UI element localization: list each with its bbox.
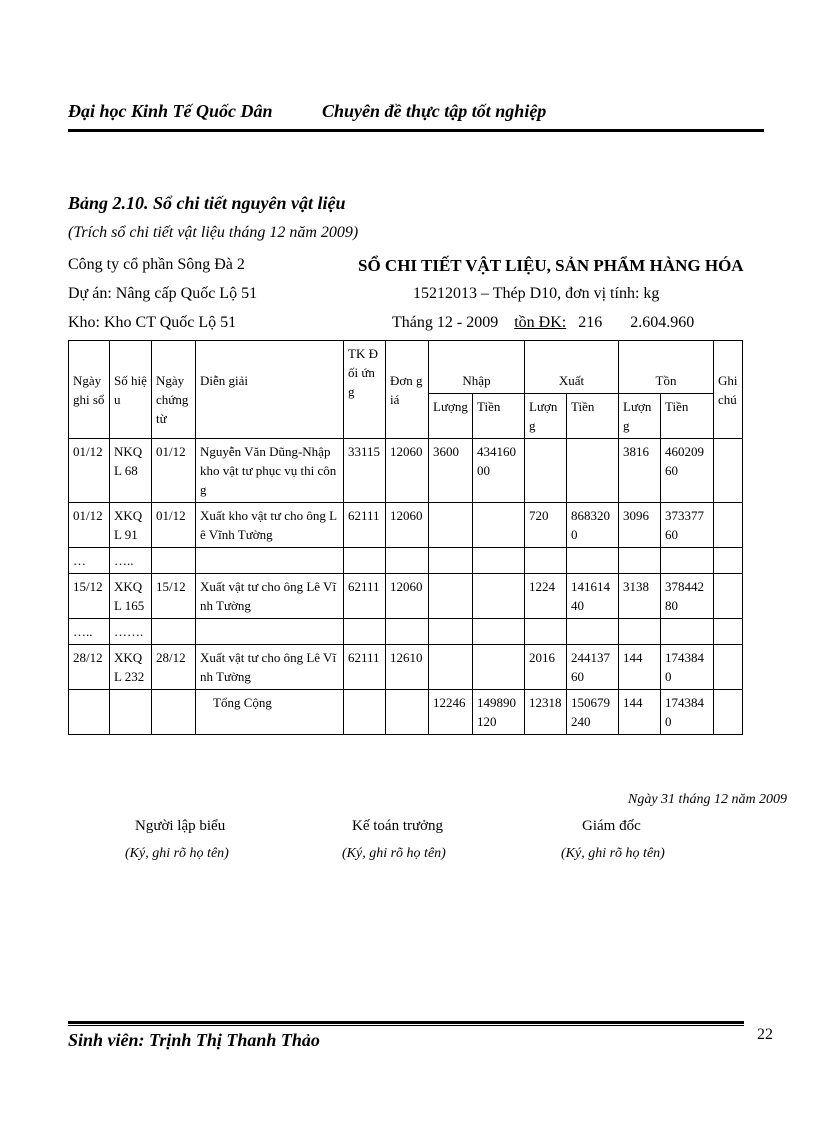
director-title: Giám đốc — [582, 818, 641, 834]
col-header-price: Đơn giá — [386, 341, 429, 439]
cell-bal-amount — [661, 619, 714, 645]
cell-date: ….. — [69, 619, 110, 645]
cell-date: 01/12 — [69, 439, 110, 503]
cell-number: XKQL 91 — [110, 503, 152, 548]
footer-rule-thin — [68, 1025, 744, 1026]
footer-rule — [68, 1021, 744, 1024]
table-header-row — [69, 341, 743, 394]
ledger-month: Tháng 12 - 2009 — [392, 314, 499, 331]
cell-in-qty — [429, 645, 473, 690]
col-header-out: Xuất — [525, 341, 619, 394]
cell-price — [386, 548, 429, 574]
cell-out-amount — [567, 439, 619, 503]
cell-note — [714, 548, 743, 574]
col-header-in-amount: Tiền — [473, 394, 525, 439]
table-row — [69, 503, 743, 548]
preparer-title: Người lập biểu — [135, 818, 226, 834]
header-rule — [68, 129, 764, 132]
col-header-bal-amount: Tiền — [661, 394, 714, 439]
cell-desc — [196, 619, 344, 645]
cell-desc: Xuất vật tư cho ông Lê Vĩnh Tường — [196, 574, 344, 619]
col-header-note: Ghi chú — [714, 341, 743, 439]
col-header-balance: Tồn — [619, 341, 714, 394]
cell-doc-date — [152, 548, 196, 574]
cell-bal-qty — [619, 619, 661, 645]
cell-in-qty — [429, 503, 473, 548]
table-row — [69, 690, 743, 735]
cell-in-amount — [473, 619, 525, 645]
cell-number: ……. — [110, 619, 152, 645]
cell-price: 12610 — [386, 645, 429, 690]
col-header-out-amount: Tiền — [567, 394, 619, 439]
col-header-date: Ngày ghi sổ — [69, 341, 110, 439]
cell-bal-qty: 3816 — [619, 439, 661, 503]
cell-in-qty — [429, 574, 473, 619]
cell-out-qty — [525, 548, 567, 574]
cell-bal-amount: 46020960 — [661, 439, 714, 503]
ledger-period — [392, 314, 694, 332]
cell-out-amount: 14161440 — [567, 574, 619, 619]
opening-amount: 2.604.960 — [630, 314, 695, 331]
cell-bal-qty — [619, 548, 661, 574]
cell-account — [344, 690, 386, 735]
cell-desc: Nguyễn Văn Dũng-Nhập kho vật tư phục vụ thi công — [196, 439, 344, 503]
cell-in-amount: 149890120 — [473, 690, 525, 735]
cell-price: 12060 — [386, 503, 429, 548]
ledger-item: 15212013 – Thép D10, đơn vị tính: kg — [413, 285, 660, 302]
cell-price — [386, 690, 429, 735]
cell-out-qty: 2016 — [525, 645, 567, 690]
cell-out-amount — [567, 619, 619, 645]
accountant-title: Kế toán trưởng — [352, 818, 444, 834]
cell-bal-amount: 37337760 — [661, 503, 714, 548]
cell-out-amount — [567, 548, 619, 574]
cell-doc-date — [152, 619, 196, 645]
cell-bal-qty: 3096 — [619, 503, 661, 548]
cell-out-qty: 1224 — [525, 574, 567, 619]
cell-bal-amount: 1743840 — [661, 645, 714, 690]
cell-price — [386, 619, 429, 645]
cell-number: XKQL 165 — [110, 574, 152, 619]
cell-note — [714, 439, 743, 503]
cell-note — [714, 503, 743, 548]
cell-out-amount: 150679240 — [567, 690, 619, 735]
cell-in-amount — [473, 645, 525, 690]
cell-note — [714, 619, 743, 645]
col-header-in-qty: Lượng — [429, 394, 473, 439]
cell-doc-date: 01/12 — [152, 503, 196, 548]
cell-price: 12060 — [386, 574, 429, 619]
cell-out-qty — [525, 439, 567, 503]
col-header-out-qty: Lượng — [525, 394, 567, 439]
table-row — [69, 574, 743, 619]
cell-account: 62111 — [344, 645, 386, 690]
cell-date: 15/12 — [69, 574, 110, 619]
accountant-sign-note: (Ký, ghi rõ họ tên) — [342, 846, 446, 861]
cell-in-amount — [473, 503, 525, 548]
page-number: 22 — [757, 1026, 773, 1043]
col-header-in: Nhập — [429, 341, 525, 394]
director-sign-note: (Ký, ghi rõ họ tên) — [561, 846, 665, 861]
cell-note — [714, 645, 743, 690]
cell-out-qty: 12318 — [525, 690, 567, 735]
cell-out-amount: 24413760 — [567, 645, 619, 690]
table-row — [69, 439, 743, 503]
warehouse-name: Kho: Kho CT Quốc Lộ 51 — [68, 314, 237, 331]
cell-in-qty: 12246 — [429, 690, 473, 735]
header-school: Đại học Kinh Tế Quốc Dân — [68, 101, 273, 121]
cell-number: NKQL 68 — [110, 439, 152, 503]
col-header-desc: Diễn giải — [196, 341, 344, 439]
cell-doc-date: 28/12 — [152, 645, 196, 690]
col-header-account: TK Đối ứng — [344, 341, 386, 439]
cell-number: XKQL 232 — [110, 645, 152, 690]
cell-note — [714, 574, 743, 619]
cell-bal-qty: 144 — [619, 690, 661, 735]
cell-doc-date: 15/12 — [152, 574, 196, 619]
cell-date: 01/12 — [69, 503, 110, 548]
cell-in-amount — [473, 574, 525, 619]
cell-account: 62111 — [344, 574, 386, 619]
opening-qty: 216 — [578, 314, 603, 331]
cell-bal-qty: 3138 — [619, 574, 661, 619]
company-name: Công ty cổ phần Sông Đà 2 — [68, 256, 245, 273]
table-row — [69, 548, 743, 574]
cell-bal-amount: 1743840 — [661, 690, 714, 735]
cell-desc: Xuất kho vật tư cho ông Lê Vĩnh Tường — [196, 503, 344, 548]
cell-number — [110, 690, 152, 735]
cell-bal-amount: 37844280 — [661, 574, 714, 619]
cell-in-amount: 43416000 — [473, 439, 525, 503]
signoff-date: Ngày 31 tháng 12 năm 2009 — [628, 792, 788, 807]
cell-desc: Tổng Cộng — [196, 690, 344, 735]
cell-date: 28/12 — [69, 645, 110, 690]
cell-out-qty: 720 — [525, 503, 567, 548]
footer-student: Sinh viên: Trịnh Thị Thanh Thảo — [68, 1030, 320, 1050]
preparer-sign-note: (Ký, ghi rõ họ tên) — [125, 846, 229, 861]
ledger-table — [68, 340, 743, 735]
table-row — [69, 645, 743, 690]
cell-date — [69, 690, 110, 735]
cell-in-amount — [473, 548, 525, 574]
cell-note — [714, 690, 743, 735]
cell-account: 33115 — [344, 439, 386, 503]
cell-desc — [196, 548, 344, 574]
cell-account — [344, 619, 386, 645]
project-name: Dự án: Nâng cấp Quốc Lộ 51 — [68, 285, 258, 302]
cell-desc: Xuất vật tư cho ông Lê Vĩnh Tường — [196, 645, 344, 690]
col-header-number: Số hiệu — [110, 341, 152, 439]
cell-doc-date: 01/12 — [152, 439, 196, 503]
ledger-title: SỔ CHI TIẾT VẬT LIỆU, SẢN PHẨM HÀNG HÓA — [358, 256, 744, 275]
cell-number: ….. — [110, 548, 152, 574]
cell-in-qty — [429, 548, 473, 574]
table-row — [69, 619, 743, 645]
cell-price: 12060 — [386, 439, 429, 503]
cell-in-qty — [429, 619, 473, 645]
cell-out-qty — [525, 619, 567, 645]
cell-account — [344, 548, 386, 574]
col-header-doc-date: Ngày chứng từ — [152, 341, 196, 439]
cell-doc-date — [152, 690, 196, 735]
table-caption: Bảng 2.10. Sổ chi tiết nguyên vật liệu — [68, 193, 346, 213]
header-report-type: Chuyên đề thực tập tốt nghiệp — [322, 101, 547, 121]
table-subtitle: (Trích sổ chi tiết vật liệu tháng 12 năm 2009) — [68, 224, 359, 241]
opening-label: tồn ĐK: — [514, 314, 567, 331]
cell-bal-amount — [661, 548, 714, 574]
cell-out-amount: 8683200 — [567, 503, 619, 548]
cell-in-qty: 3600 — [429, 439, 473, 503]
col-header-bal-qty: Lượng — [619, 394, 661, 439]
cell-date: … — [69, 548, 110, 574]
cell-account: 62111 — [344, 503, 386, 548]
table-body — [69, 439, 743, 735]
cell-bal-qty: 144 — [619, 645, 661, 690]
